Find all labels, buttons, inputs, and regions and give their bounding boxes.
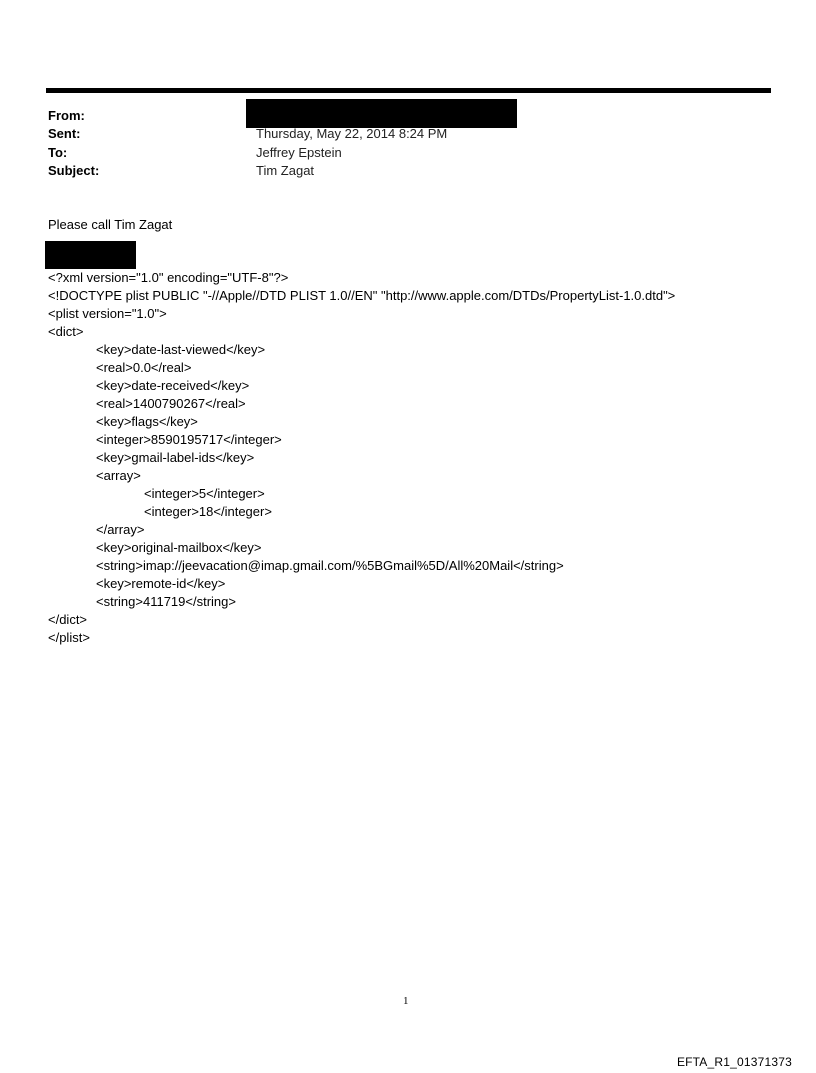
plist-line: <integer>18</integer> <box>144 504 272 519</box>
plist-block <box>48 269 675 647</box>
to-label: To: <box>48 145 68 160</box>
plist-line: </dict> <box>48 612 88 627</box>
plist-line: <string>imap://jeevacation@imap.gmail.com/%5BGmail%5D/All%20Mail</string> <box>96 558 564 573</box>
to-value: Jeffrey Epstein <box>256 145 342 160</box>
plist-line: <dict> <box>48 324 84 339</box>
page-number: 1 <box>403 995 409 1007</box>
sent-label: Sent: <box>48 126 81 141</box>
plist-line: <key>date-received</key> <box>96 378 250 393</box>
subject-label: Subject: <box>48 163 100 178</box>
plist-line: <real>1400790267</real> <box>96 396 246 411</box>
plist-line: <?xml version="1.0" encoding="UTF-8"?> <box>48 270 289 285</box>
document-id: EFTA_R1_01371373 <box>676 1055 792 1069</box>
plist-line: <plist version="1.0"> <box>48 306 167 321</box>
plist-line: <key>original-mailbox</key> <box>96 540 262 555</box>
message-body: Please call Tim Zagat <box>48 217 173 232</box>
plist-line: <string>411719</string> <box>96 594 236 609</box>
signature-redaction <box>45 241 136 269</box>
plist-line: <key>date-last-viewed</key> <box>96 342 266 357</box>
from-redaction <box>246 99 517 128</box>
plist-line: <key>flags</key> <box>96 414 198 429</box>
plist-line: <key>gmail-label-ids</key> <box>96 450 255 465</box>
header-rule <box>46 88 771 93</box>
plist-line: <array> <box>96 468 141 483</box>
from-label: From: <box>48 108 85 123</box>
plist-line: <!DOCTYPE plist PUBLIC "-//Apple//DTD PLIST 1.0//EN" "http://www.apple.com/DTDs/PropertyList-1.0.dtd"> <box>48 288 676 303</box>
plist-line: </plist> <box>48 630 90 645</box>
subject-value: Tim Zagat <box>256 163 315 178</box>
plist-line: <integer>8590195717</integer> <box>96 432 282 447</box>
sent-value: Thursday, May 22, 2014 8:24 PM <box>256 126 448 141</box>
plist-line: <integer>5</integer> <box>144 486 265 501</box>
plist-line: <real>0.0</real> <box>96 360 192 375</box>
plist-line: <key>remote-id</key> <box>96 576 226 591</box>
plist-line: </array> <box>96 522 145 537</box>
